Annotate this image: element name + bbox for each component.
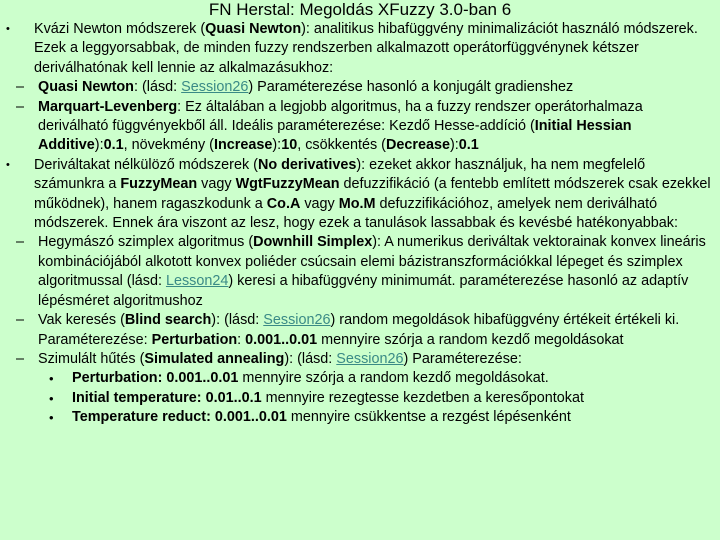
text: ) Paraméterezése hasonló a konjugált gradienshez [248,79,574,96]
value: 0.001..0.01 [245,331,318,348]
param-perturbation [6,369,712,388]
text: : (lásd: [133,79,182,96]
text: : Ez általában a legjobb algoritmus, ha a fuzzy rendszer operátorhalmaza deriválható függvényekből áll. Ideális paraméterezése: Kezdő Hesse-addíció ( [38,98,643,135]
param-description: mennyire szórja a random kezdő megoldásokat. [238,370,549,387]
term: Quasi Newton [38,79,134,96]
bullet-dot-icon: • [6,158,10,171]
param: Perturbation [151,331,238,348]
dash-icon: – [16,98,25,115]
bullet-no-derivative-methods [6,156,712,234]
term: Blind search [124,312,212,329]
term: WgtFuzzyMean [235,176,340,193]
text: mennyire szórja a random kezdő megoldásokat [317,331,624,348]
bullet-dot-icon: • [49,390,54,406]
dash-icon: – [16,350,25,367]
text: defuzzifikációhoz, amelyek nem deriválható módszerek. Ennek ára viszont az lesz, hogy ezek a tanulások lassabbak és kevésbé hatékonyabbak: [34,195,678,232]
text: Szimulált hűtés ( [38,350,145,367]
sub-bullet-simulated-annealing [6,350,712,369]
text: vagy [300,195,339,212]
sub-bullet-marquart-levenberg [6,98,712,156]
value: 0.1 [103,137,124,154]
sub-bullet-blind-search [6,311,712,350]
value: 10 [281,137,298,154]
dash-icon: – [16,234,25,251]
text: defuzzifikáció (a fentebb említett módszerek csak ezekkel működnek), hanem ragaszkodunk a [34,176,711,212]
value: 0.1 [458,137,479,154]
text: vagy [197,176,236,193]
link-session26[interactable]: Session26 [181,79,249,96]
param-description: mennyire csükkentse a rezgést lépésenként [286,409,571,426]
text: ): (lásd: [211,312,264,329]
param-description: mennyire rezegtesse kezdetben a keresőpontokat [261,389,584,406]
param: Decrease [385,137,450,154]
term: Downhill Simplex [253,234,373,251]
term: No derivatives [257,156,357,173]
param-value: 0.001..0.01 [166,370,239,387]
sub-bullet-downhill-simplex [6,233,712,311]
text: Kvázi Newton módszerek ( [34,21,206,37]
text: ): [272,137,282,154]
bullet-dot-icon: • [49,410,54,426]
param-label: Perturbation [72,370,158,387]
param-label: Temperature reduct [72,409,207,426]
term: Mo.M [338,195,376,212]
link-lesson24[interactable]: Lesson24 [165,273,229,290]
term: Co.A [266,195,301,212]
text: , növekmény ( [123,137,214,154]
param-value: 0.001..0.01 [214,409,287,426]
link-session26[interactable]: Session26 [263,312,331,329]
sub-bullet-quasi-newton [6,78,712,97]
param-label: Initial temperature [72,389,197,406]
link-session26[interactable]: Session26 [336,350,404,367]
param-initial-temperature [6,389,712,408]
bullet-dot-icon: • [6,23,10,35]
param: Initial Hessian Additive [38,118,632,154]
separator: : [206,409,215,426]
text: ): [94,137,104,154]
text: Vak keresés ( [38,312,125,329]
bullet-quasi-newton-methods [6,20,712,78]
text: ) Paraméterezése: [403,350,522,367]
separator: : [196,389,206,406]
text: ): A numerikus deriváltak vektorainak konvex lineáris kombinációjából alkotott konvex poliéder csúcsain elemi bázistranszformációkkal lépeget és szimplex algoritmussal (lásd: [38,234,706,290]
bullet-dot-icon: • [49,371,54,387]
dash-icon: – [16,312,25,329]
text: ) keresi a hibafüggvény minimumát. paraméterezése hasonló az adaptív lépésméret algoritmushoz [38,273,689,309]
text: ) random megoldások hibafüggvény értékeit értékeli ki. Paraméterezése: [38,312,680,348]
text: , csökkentés ( [297,137,386,154]
text: ): (lásd: [284,350,337,367]
term: Simulated annealing [144,350,285,367]
param: Increase [213,137,273,154]
text: ): [450,137,459,154]
slide-title: FN Herstal: Megoldás XFuzzy 3.0-ban 6 [208,0,512,19]
dash-icon: – [16,79,25,96]
text: Hegymászó szimplex algoritmus ( [38,234,254,251]
slide-content [6,20,712,428]
text: : [237,331,246,348]
text: ): ezeket akkor használjuk, ha nem megfelelő számunkra a [34,156,646,193]
term: FuzzyMean [120,176,198,193]
param-value: 0.01..0.1 [205,389,262,406]
text: ): analitikus hibafüggvény minimalizációt használó módszerek. Ezek a leggyorsabbak, de minden fuzzy rendszerben alkalmazott operátorfüggvénynek kétszer deriválhatónak kell lennie az alkalmazásukhoz: [34,21,698,76]
term: Marquart-Levenberg [38,98,178,115]
term-quasi-newton: Quasi Newton [205,21,302,37]
param-temperature-reduct [6,408,712,427]
text: Deriváltakat nélkülöző módszerek ( [34,156,258,173]
separator: : [157,370,167,387]
